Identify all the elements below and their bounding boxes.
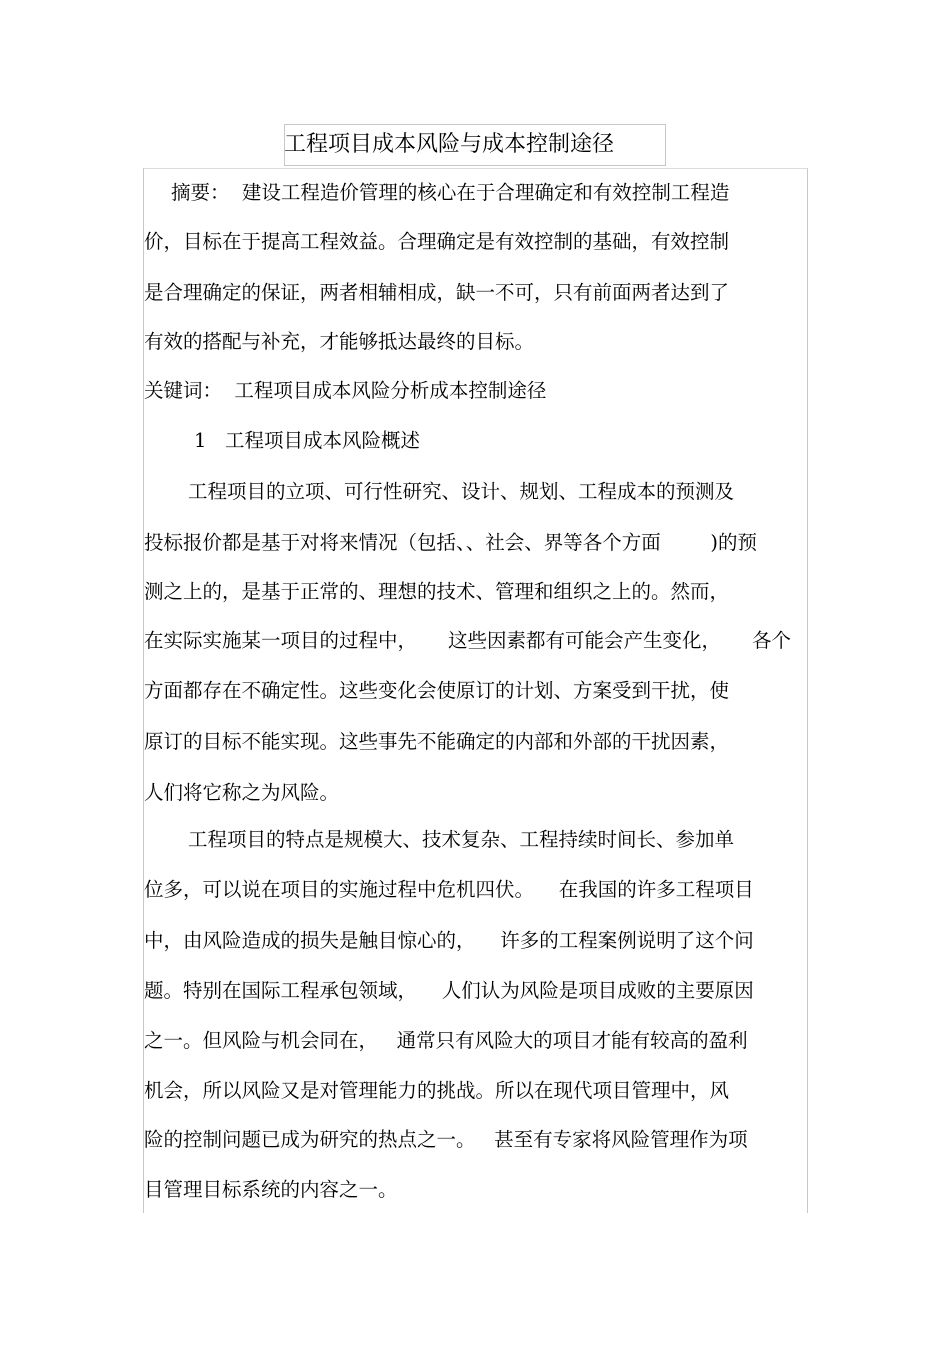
paragraph-2-line-4: 题。特别在国际工程承包领域， 人们认为风险是项目成败的主要原因 bbox=[144, 979, 754, 1002]
paragraph-1-line-3: 测之上的，是基于正常的、理想的技术、管理和组织之上的。然而， bbox=[144, 580, 730, 603]
paragraph-2-line-1: 工程项目的特点是规模大、技术复杂、工程持续时间长、参加单 bbox=[188, 828, 735, 851]
paragraph-1-line-4: 在实际实施某一项目的过程中， 这些因素都有可能会产生变化， 各个 bbox=[144, 629, 791, 652]
abstract-line-1: 摘要： 建设工程造价管理的核心在于合理确定和有效控制工程造 bbox=[171, 181, 730, 204]
section-heading: 1 工程项目成本风险概述 bbox=[194, 429, 421, 452]
paragraph-1-line-7: 人们将它称之为风险。 bbox=[144, 781, 340, 804]
paragraph-1-line-5: 方面都存在不确定性。这些变化会使原订的计划、方案受到干扰，使 bbox=[144, 679, 730, 702]
paragraph-1-line-2: 投标报价都是基于对将来情况（包括、、社会、界等各个方面 )的预 bbox=[144, 531, 757, 554]
paragraph-2-line-5: 之一。但风险与机会同在， 通常只有风险大的项目才能有较高的盈利 bbox=[144, 1029, 748, 1052]
paragraph-2-line-3: 中，由风险造成的损失是触目惊心的， 许多的工程案例说明了这个问 bbox=[144, 929, 754, 952]
paragraph-1-line-6: 原订的目标不能实现。这些事先不能确定的内部和外部的干扰因素， bbox=[144, 730, 730, 753]
paragraph-2-line-7: 险的控制问题已成为研究的热点之一。 甚至有专家将风险管理作为项 bbox=[144, 1128, 748, 1151]
abstract-line-4: 有效的搭配与补充，才能够抵达最终的目标。 bbox=[144, 330, 535, 353]
paragraph-1-line-1: 工程项目的立项、可行性研究、设计、规划、工程成本的预测及 bbox=[188, 480, 735, 503]
document-title: 工程项目成本风险与成本控制途径 bbox=[284, 132, 615, 157]
keywords-line: 关键词： 工程项目成本风险分析成本控制途径 bbox=[144, 379, 547, 402]
abstract-line-2: 价，目标在于提高工程效益。合理确定是有效控制的基础，有效控制 bbox=[144, 230, 730, 253]
paragraph-2-line-2: 位多，可以说在项目的实施过程中危机四伏。 在我国的许多工程项目 bbox=[144, 878, 754, 901]
paragraph-2-line-8: 目管理目标系统的内容之一。 bbox=[144, 1178, 398, 1201]
paragraph-2-line-6: 机会，所以风险又是对管理能力的挑战。所以在现代项目管理中，风 bbox=[144, 1079, 730, 1102]
abstract-line-3: 是合理确定的保证，两者相辅相成，缺一不可，只有前面两者达到了 bbox=[144, 281, 730, 304]
